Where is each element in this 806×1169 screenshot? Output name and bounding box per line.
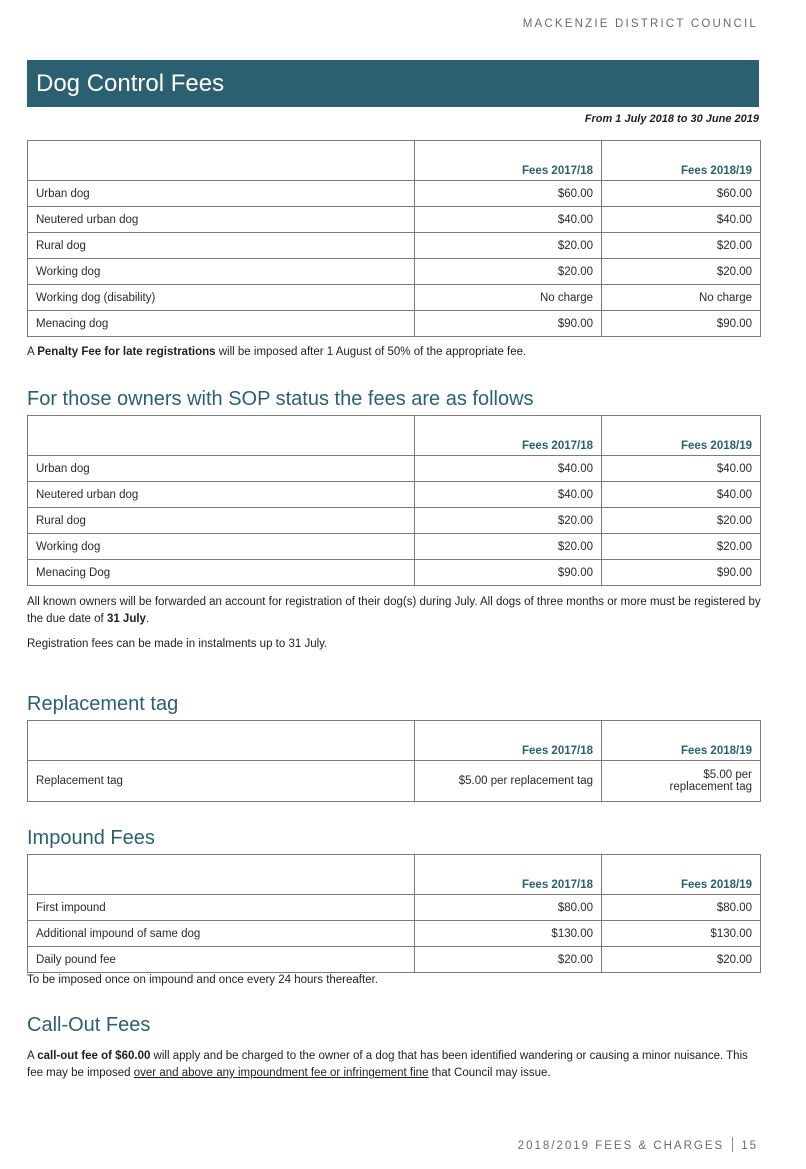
- table-row: [28, 285, 761, 311]
- page-number: 15: [741, 1140, 758, 1152]
- fee-2018-19: $90.00: [602, 311, 761, 337]
- registration-due-date: 31 July: [106, 613, 146, 625]
- council-name: MACKENZIE DISTRICT COUNCIL: [522, 18, 758, 30]
- table-row: [28, 456, 761, 482]
- table-row: [28, 534, 761, 560]
- fee-2017-18: $90.00: [415, 560, 602, 586]
- row-label: Replacement tag: [28, 761, 415, 802]
- table-header-row: [28, 721, 761, 761]
- row-label: Working dog: [28, 534, 415, 560]
- penalty-bold: Penalty Fee for late registrations: [37, 346, 216, 358]
- dog-fees-table: [27, 140, 761, 337]
- table-row: [28, 482, 761, 508]
- footer-divider: [732, 1137, 733, 1152]
- fee-2017-18: $20.00: [415, 534, 602, 560]
- table-row: [28, 181, 761, 207]
- table-row: [28, 761, 761, 802]
- fee-line-1: $5.00 per: [703, 769, 752, 781]
- fee-2018-19: $20.00: [602, 508, 761, 534]
- fee-2018-19: No charge: [602, 285, 761, 311]
- row-label: Daily pound fee: [28, 947, 415, 973]
- fee-2018-19: $40.00: [602, 482, 761, 508]
- header-blank: [28, 855, 415, 895]
- fee-2018-19: [602, 761, 761, 802]
- table-header-row: [28, 416, 761, 456]
- callout-middle: will apply and be charged to the owner of a dog that has been identified wandering or causing a minor nuisance. This fee may be imposed: [27, 1050, 748, 1079]
- fee-2018-19: $60.00: [602, 181, 761, 207]
- fee-2017-18: $5.00 per replacement tag: [415, 761, 602, 802]
- row-label: Menacing dog: [28, 311, 415, 337]
- replacement-heading: Replacement tag: [27, 693, 179, 715]
- row-label: Rural dog: [28, 233, 415, 259]
- fee-2018-19: $20.00: [602, 259, 761, 285]
- registration-note: [27, 594, 762, 628]
- fee-2017-18: $40.00: [415, 456, 602, 482]
- table-row: [28, 259, 761, 285]
- penalty-note: [27, 344, 762, 361]
- fee-2017-18: $130.00: [415, 921, 602, 947]
- header-fees-2017-18: Fees 2017/18: [415, 855, 602, 895]
- row-label: Menacing Dog: [28, 560, 415, 586]
- row-label: Neutered urban dog: [28, 207, 415, 233]
- callout-prefix: A: [27, 1050, 38, 1062]
- row-label: First impound: [28, 895, 415, 921]
- callout-note: [27, 1048, 762, 1082]
- table-row: [28, 895, 761, 921]
- row-label: Rural dog: [28, 508, 415, 534]
- fee-2017-18: $40.00: [415, 207, 602, 233]
- fee-2017-18: $20.00: [415, 508, 602, 534]
- fee-2017-18: $20.00: [415, 233, 602, 259]
- row-label: Working dog (disability): [28, 285, 415, 311]
- row-label: Urban dog: [28, 456, 415, 482]
- replacement-fees-table: [27, 720, 761, 802]
- fee-2018-19: $20.00: [602, 534, 761, 560]
- fee-2018-19: $40.00: [602, 207, 761, 233]
- sop-heading: For those owners with SOP status the fees are as follows: [27, 388, 534, 410]
- fee-2018-19: $130.00: [602, 921, 761, 947]
- footer-label: 2018/2019 FEES & CHARGES: [517, 1140, 725, 1152]
- row-label: Urban dog: [28, 181, 415, 207]
- fee-2017-18: $20.00: [415, 259, 602, 285]
- fee-2018-19: $40.00: [602, 456, 761, 482]
- fee-2018-19: $20.00: [602, 233, 761, 259]
- penalty-prefix: A: [27, 346, 38, 358]
- header-blank: [28, 416, 415, 456]
- row-label: Working dog: [28, 259, 415, 285]
- table-row: [28, 560, 761, 586]
- row-label: Neutered urban dog: [28, 482, 415, 508]
- fee-2017-18: $90.00: [415, 311, 602, 337]
- fee-2018-19: $90.00: [602, 560, 761, 586]
- fee-2017-18: $40.00: [415, 482, 602, 508]
- sop-fees-table: [27, 415, 761, 586]
- impound-heading: Impound Fees: [27, 827, 155, 849]
- header-fees-2017-18: Fees 2017/18: [415, 416, 602, 456]
- header-fees-2018-19: Fees 2018/19: [602, 721, 761, 761]
- table-header-row: [28, 855, 761, 895]
- fee-2017-18: No charge: [415, 285, 602, 311]
- header-fees-2017-18: Fees 2017/18: [415, 721, 602, 761]
- fee-line-2: replacement tag: [669, 781, 752, 793]
- row-label: Additional impound of same dog: [28, 921, 415, 947]
- header-blank: [28, 721, 415, 761]
- table-header-row: [28, 141, 761, 181]
- header-blank: [28, 141, 415, 181]
- fee-2017-18: $20.00: [415, 947, 602, 973]
- fee-2017-18: $80.00: [415, 895, 602, 921]
- table-row: [28, 947, 761, 973]
- table-row: [28, 311, 761, 337]
- callout-suffix: that Council may issue.: [428, 1067, 551, 1079]
- table-row: [28, 233, 761, 259]
- impound-fees-table: [27, 854, 761, 973]
- header-fees-2018-19: Fees 2018/19: [602, 855, 761, 895]
- instalments-note: Registration fees can be made in instalments up to 31 July.: [27, 638, 328, 650]
- page-footer: [518, 1137, 758, 1152]
- page-title-banner: Dog Control Fees: [27, 60, 759, 107]
- date-range: From 1 July 2018 to 30 June 2019: [584, 113, 759, 125]
- table-row: [28, 921, 761, 947]
- callout-underlined: over and above any impoundment fee or infringement fine: [133, 1067, 429, 1079]
- fee-2018-19: $80.00: [602, 895, 761, 921]
- callout-bold: call-out fee of $60.00: [37, 1050, 151, 1062]
- registration-text: All known owners will be forwarded an account for registration of their dog(s) during July. All dogs of three months or more must be registered by the due date of: [27, 596, 761, 625]
- impound-note: To be imposed once on impound and once every 24 hours thereafter.: [27, 974, 378, 986]
- penalty-suffix: will be imposed after 1 August of 50% of the appropriate fee.: [215, 346, 527, 358]
- fee-2018-19: $20.00: [602, 947, 761, 973]
- table-row: [28, 508, 761, 534]
- header-fees-2018-19: Fees 2018/19: [602, 416, 761, 456]
- callout-heading: Call-Out Fees: [27, 1014, 151, 1036]
- table-row: [28, 207, 761, 233]
- fee-2017-18: $60.00: [415, 181, 602, 207]
- header-fees-2017-18: Fees 2017/18: [415, 141, 602, 181]
- header-fees-2018-19: Fees 2018/19: [602, 141, 761, 181]
- registration-end: .: [145, 613, 150, 625]
